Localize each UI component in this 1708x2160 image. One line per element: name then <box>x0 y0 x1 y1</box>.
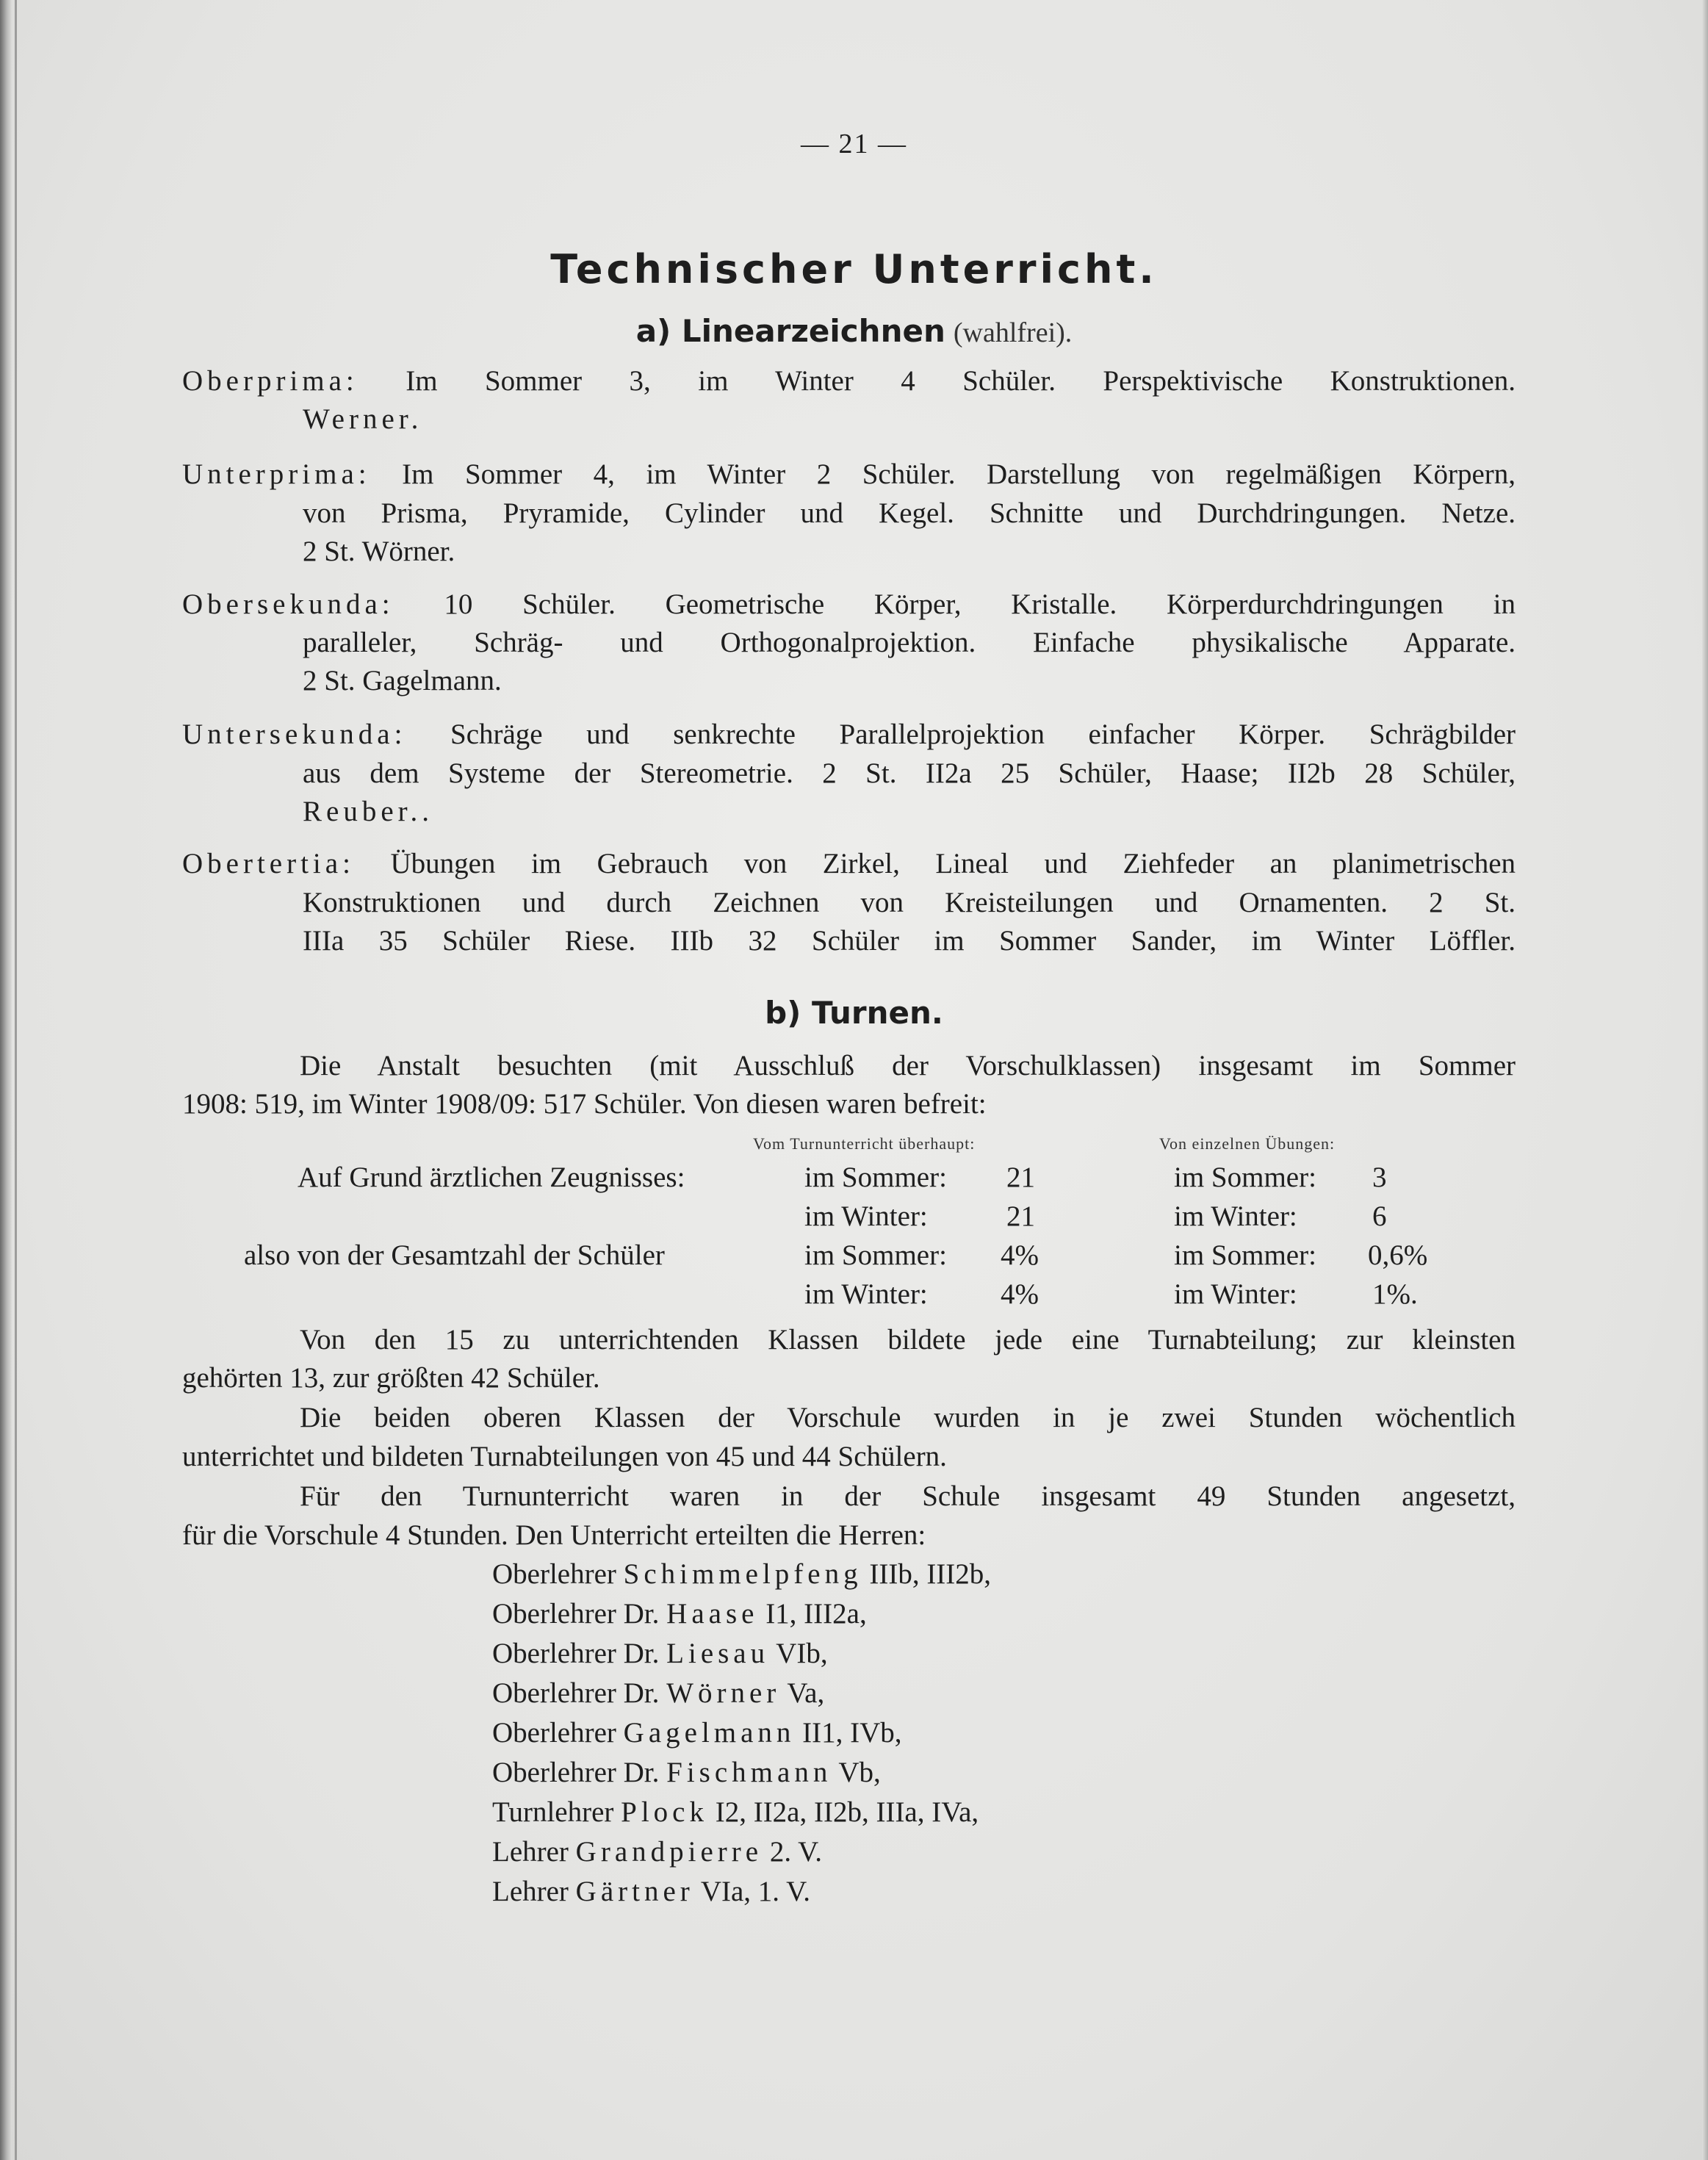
teacher-row <box>492 1873 810 1911</box>
teacher-classes: II1, IVb, <box>802 1717 902 1749</box>
entry-text: 10 Schüler. Geometrische Körper, Kristalle. Körperdurchdringungen in <box>444 588 1516 620</box>
table-cell: 3 <box>1372 1162 1387 1193</box>
entry-class-label: Obersekunda: <box>182 588 394 620</box>
entry-text-cont: IIIa 35 Schüler Riese. IIIb 32 Schüler im Sommer Sander, im Winter Löffler. <box>303 925 1516 957</box>
teacher-row <box>492 1595 867 1633</box>
section-a-heading <box>0 312 1708 350</box>
entry-untersekunda <box>182 716 1516 754</box>
entry-class-label: Unterprima: <box>182 458 371 490</box>
entry-class-label: Untersekunda: <box>182 719 407 750</box>
entry-unterprima <box>182 456 1516 494</box>
teacher-classes: I2, II2a, II2b, IIIa, IVa, <box>715 1796 979 1828</box>
teacher-title: Oberlehrer <box>492 1558 616 1590</box>
table-cell: 1%. <box>1372 1278 1418 1310</box>
teacher-title: Oberlehrer Dr. <box>492 1638 660 1669</box>
table-cell: im Winter: <box>804 1278 928 1310</box>
table-cell: 6 <box>1372 1200 1387 1232</box>
table-cell: im Sommer: <box>804 1239 947 1271</box>
teacher-title: Oberlehrer Dr. <box>492 1677 660 1709</box>
teacher-classes: Vb, <box>838 1757 881 1788</box>
table-cell: 0,6% <box>1368 1239 1428 1271</box>
table-cell: im Sommer: <box>1174 1162 1316 1193</box>
teacher-row <box>492 1754 881 1792</box>
entry-text-cont: 2 St. Wörner. <box>303 536 455 567</box>
table-cell: im Winter: <box>1174 1278 1297 1310</box>
entry-oberprima <box>182 362 1516 400</box>
teacher-name: Grandpierre <box>575 1836 763 1868</box>
entry-obertertia <box>182 845 1516 883</box>
teacher-row <box>492 1793 979 1832</box>
table-cell: 4% <box>1001 1278 1039 1310</box>
entry-text-cont: von Prisma, Pryramide, Cylinder und Kegel. Schnitte und Durchdringungen. Netze. <box>303 497 1516 529</box>
teacher-title: Lehrer <box>492 1876 569 1907</box>
teacher-title: Turnlehrer <box>492 1796 614 1828</box>
page-number: — 21 — <box>801 129 907 159</box>
teacher-name: Liesau <box>666 1638 770 1669</box>
entry-text-cont: Konstruktionen und durch Zeichnen von Kreisteilungen und Ornamenten. 2 St. <box>303 887 1516 918</box>
entry-text: Übungen im Gebrauch von Zirkel, Lineal und Ziehfeder an planimetrischen <box>390 848 1516 879</box>
entry-text: Im Sommer 3, im Winter 4 Schüler. Perspektivische Konstruktionen. <box>406 365 1516 397</box>
entry-text: Schräge und senkrechte Parallelprojektion einfacher Körper. Schrägbilder <box>450 719 1516 750</box>
table-cell: 21 <box>1006 1200 1035 1232</box>
table-cell: im Sommer: <box>804 1162 947 1193</box>
page-title: Technischer Unterricht. <box>550 246 1158 292</box>
paragraph-line: für die Vorschule 4 Stunden. Den Unterricht erteilten die Herren: <box>182 1519 926 1551</box>
teacher-row <box>492 1674 824 1713</box>
teacher-row <box>492 1635 828 1673</box>
entry-text-cont: Werner. <box>303 403 423 435</box>
paragraph-line: unterrichtet und bildeten Turnabteilungen von 45 und 44 Schülern. <box>182 1441 947 1472</box>
table-cell: im Sommer: <box>1174 1239 1316 1271</box>
table-cell: 21 <box>1006 1162 1035 1193</box>
paragraph-line: gehörten 13, zur größten 42 Schüler. <box>182 1362 600 1394</box>
table-row-label: also von der Gesamtzahl der Schüler <box>244 1239 665 1271</box>
teacher-name: Schimmelpfeng <box>623 1558 862 1590</box>
teacher-classes: 2. V. <box>769 1836 823 1868</box>
teacher-row <box>492 1555 991 1594</box>
teacher-name: Fischmann <box>666 1757 832 1788</box>
table-col2-header: Von einzelnen Übungen: <box>1159 1134 1336 1153</box>
teacher-title: Oberlehrer Dr. <box>492 1757 660 1788</box>
teacher-classes: VIb, <box>776 1638 828 1669</box>
table-row-label: Auf Grund ärztlichen Zeugnisses: <box>298 1162 685 1193</box>
entry-text-cont: 2 St. Gagelmann. <box>303 665 502 696</box>
intro-line: 1908: 519, im Winter 1908/09: 517 Schüler. Von diesen waren befreit: <box>182 1088 987 1120</box>
teacher-name: Gärtner <box>575 1876 694 1907</box>
teacher-row <box>492 1833 822 1871</box>
intro-line: Die Anstalt besuchten (mit Ausschluß der Vorschulklassen) insgesamt im Sommer <box>300 1050 1516 1081</box>
section-a-label: a) Linearzeichnen <box>635 313 945 349</box>
teacher-title: Oberlehrer <box>492 1717 616 1749</box>
table-cell: 4% <box>1001 1239 1039 1271</box>
paragraph-line: Von den 15 zu unterrichtenden Klassen bildete jede eine Turnabteilung; zur kleinsten <box>300 1324 1516 1356</box>
teacher-title: Lehrer <box>492 1836 569 1868</box>
teacher-name: Wörner <box>666 1677 781 1709</box>
paragraph-line: Die beiden oberen Klassen der Vorschule wurden in je zwei Stunden wöchentlich <box>300 1402 1516 1433</box>
section-b-heading <box>0 994 1708 1032</box>
teacher-classes: VIa, 1. V. <box>700 1876 810 1907</box>
paragraph-line: Für den Turnunterricht waren in der Schule insgesamt 49 Stunden angesetzt, <box>300 1480 1516 1512</box>
teacher-title: Oberlehrer Dr. <box>492 1598 660 1630</box>
teacher-classes: Va, <box>787 1677 825 1709</box>
section-a-note: (wahlfrei). <box>953 317 1073 348</box>
teacher-classes: IIIb, III2b, <box>869 1558 992 1590</box>
teacher-name: Plock <box>621 1796 708 1828</box>
teacher-name: Gagelmann <box>623 1717 796 1749</box>
entry-obersekunda <box>182 586 1516 624</box>
table-col1-header: Vom Turnunterricht überhaupt: <box>753 1134 976 1153</box>
table-cell: im Winter: <box>1174 1200 1297 1232</box>
entry-class-label: Obertertia: <box>182 848 355 879</box>
teacher-name: Haase <box>666 1598 759 1630</box>
section-b-label: b) Turnen. <box>765 995 943 1031</box>
entry-class-label: Oberprima: <box>182 365 358 397</box>
table-cell: im Winter: <box>804 1200 928 1232</box>
teacher-classes: I1, III2a, <box>765 1598 867 1630</box>
entry-text: Im Sommer 4, im Winter 2 Schüler. Darstellung von regelmäßigen Körpern, <box>402 458 1516 490</box>
entry-text-cont: Reuber.. <box>303 796 433 827</box>
entry-text-cont: aus dem Systeme der Stereometrie. 2 St. II2a 25 Schüler, Haase; II2b 28 Schüler, <box>303 757 1516 789</box>
teacher-row <box>492 1714 902 1752</box>
entry-text-cont: paralleler, Schräg- und Orthogonalprojektion. Einfache physikalische Apparate. <box>303 627 1516 658</box>
